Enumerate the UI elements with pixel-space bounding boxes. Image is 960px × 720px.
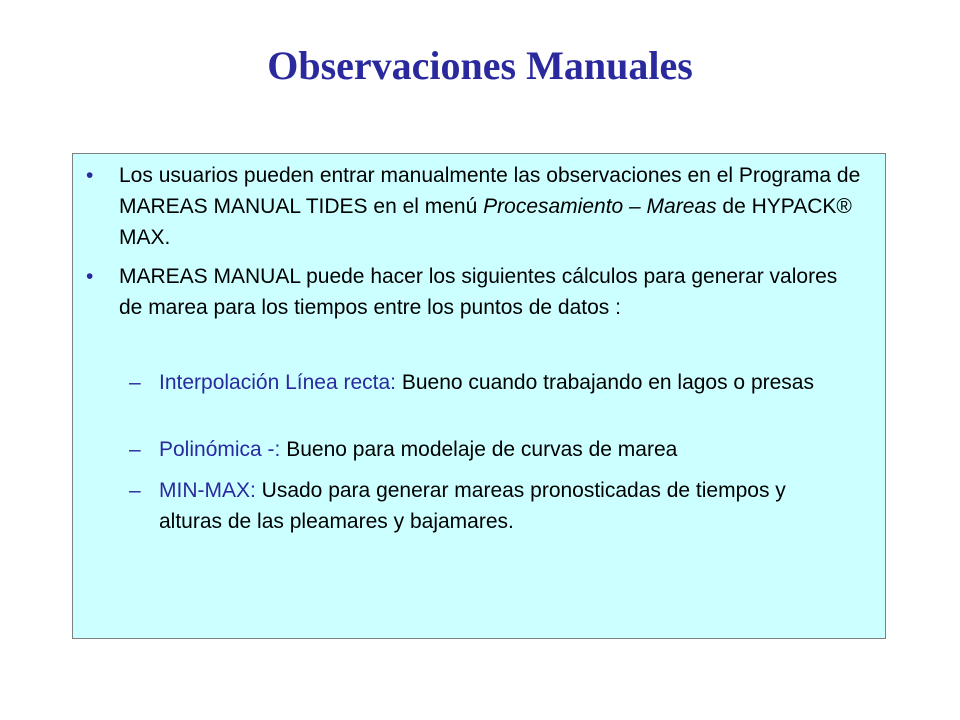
dash-marker: – — [129, 371, 141, 394]
method-label: MIN-MAX: — [159, 479, 256, 502]
sub-item-text — [159, 434, 849, 465]
menu-path-text: Procesamiento – Mareas — [483, 195, 717, 218]
bullet-dot-icon: • — [86, 265, 94, 288]
method-description: Bueno para modelaje de curvas de marea — [280, 438, 678, 461]
dash-marker: – — [129, 438, 141, 461]
dash-marker: – — [129, 479, 141, 502]
method-label: Interpolación Línea recta: — [159, 371, 396, 394]
sub-item-interpolation — [129, 367, 849, 398]
sub-item-text — [159, 475, 849, 537]
method-description: Usado para generar mareas pronosticadas de tiempos y alturas de las pleamares y bajamares. — [159, 479, 786, 533]
content-box — [72, 153, 886, 639]
sub-item-polynomial — [129, 434, 849, 465]
bullet-dot-icon: • — [86, 164, 94, 187]
method-description: Bueno cuando trabajando en lagos o presas — [396, 371, 814, 394]
sub-item-min-max — [129, 475, 849, 537]
bullet-text-end: de HYPACK® MAX. — [119, 195, 852, 249]
slide-title: Observaciones Manuales — [267, 43, 693, 88]
sub-item-text — [159, 367, 849, 398]
method-label: Polinómica -: — [159, 438, 281, 461]
bullet-text: MAREAS MANUAL puede hacer los siguientes cálculos para generar valores de marea para los tiempos entre los puntos de datos : — [119, 265, 838, 319]
bullet-item-manual-entry — [86, 160, 866, 253]
bullet-text — [119, 160, 866, 253]
bullet-text-start: Los usuarios pueden entrar manualmente las observaciones en el Programa de MAREAS MANUAL TIDES en el menú — [119, 164, 861, 218]
bullet-item-calculations — [86, 261, 866, 323]
